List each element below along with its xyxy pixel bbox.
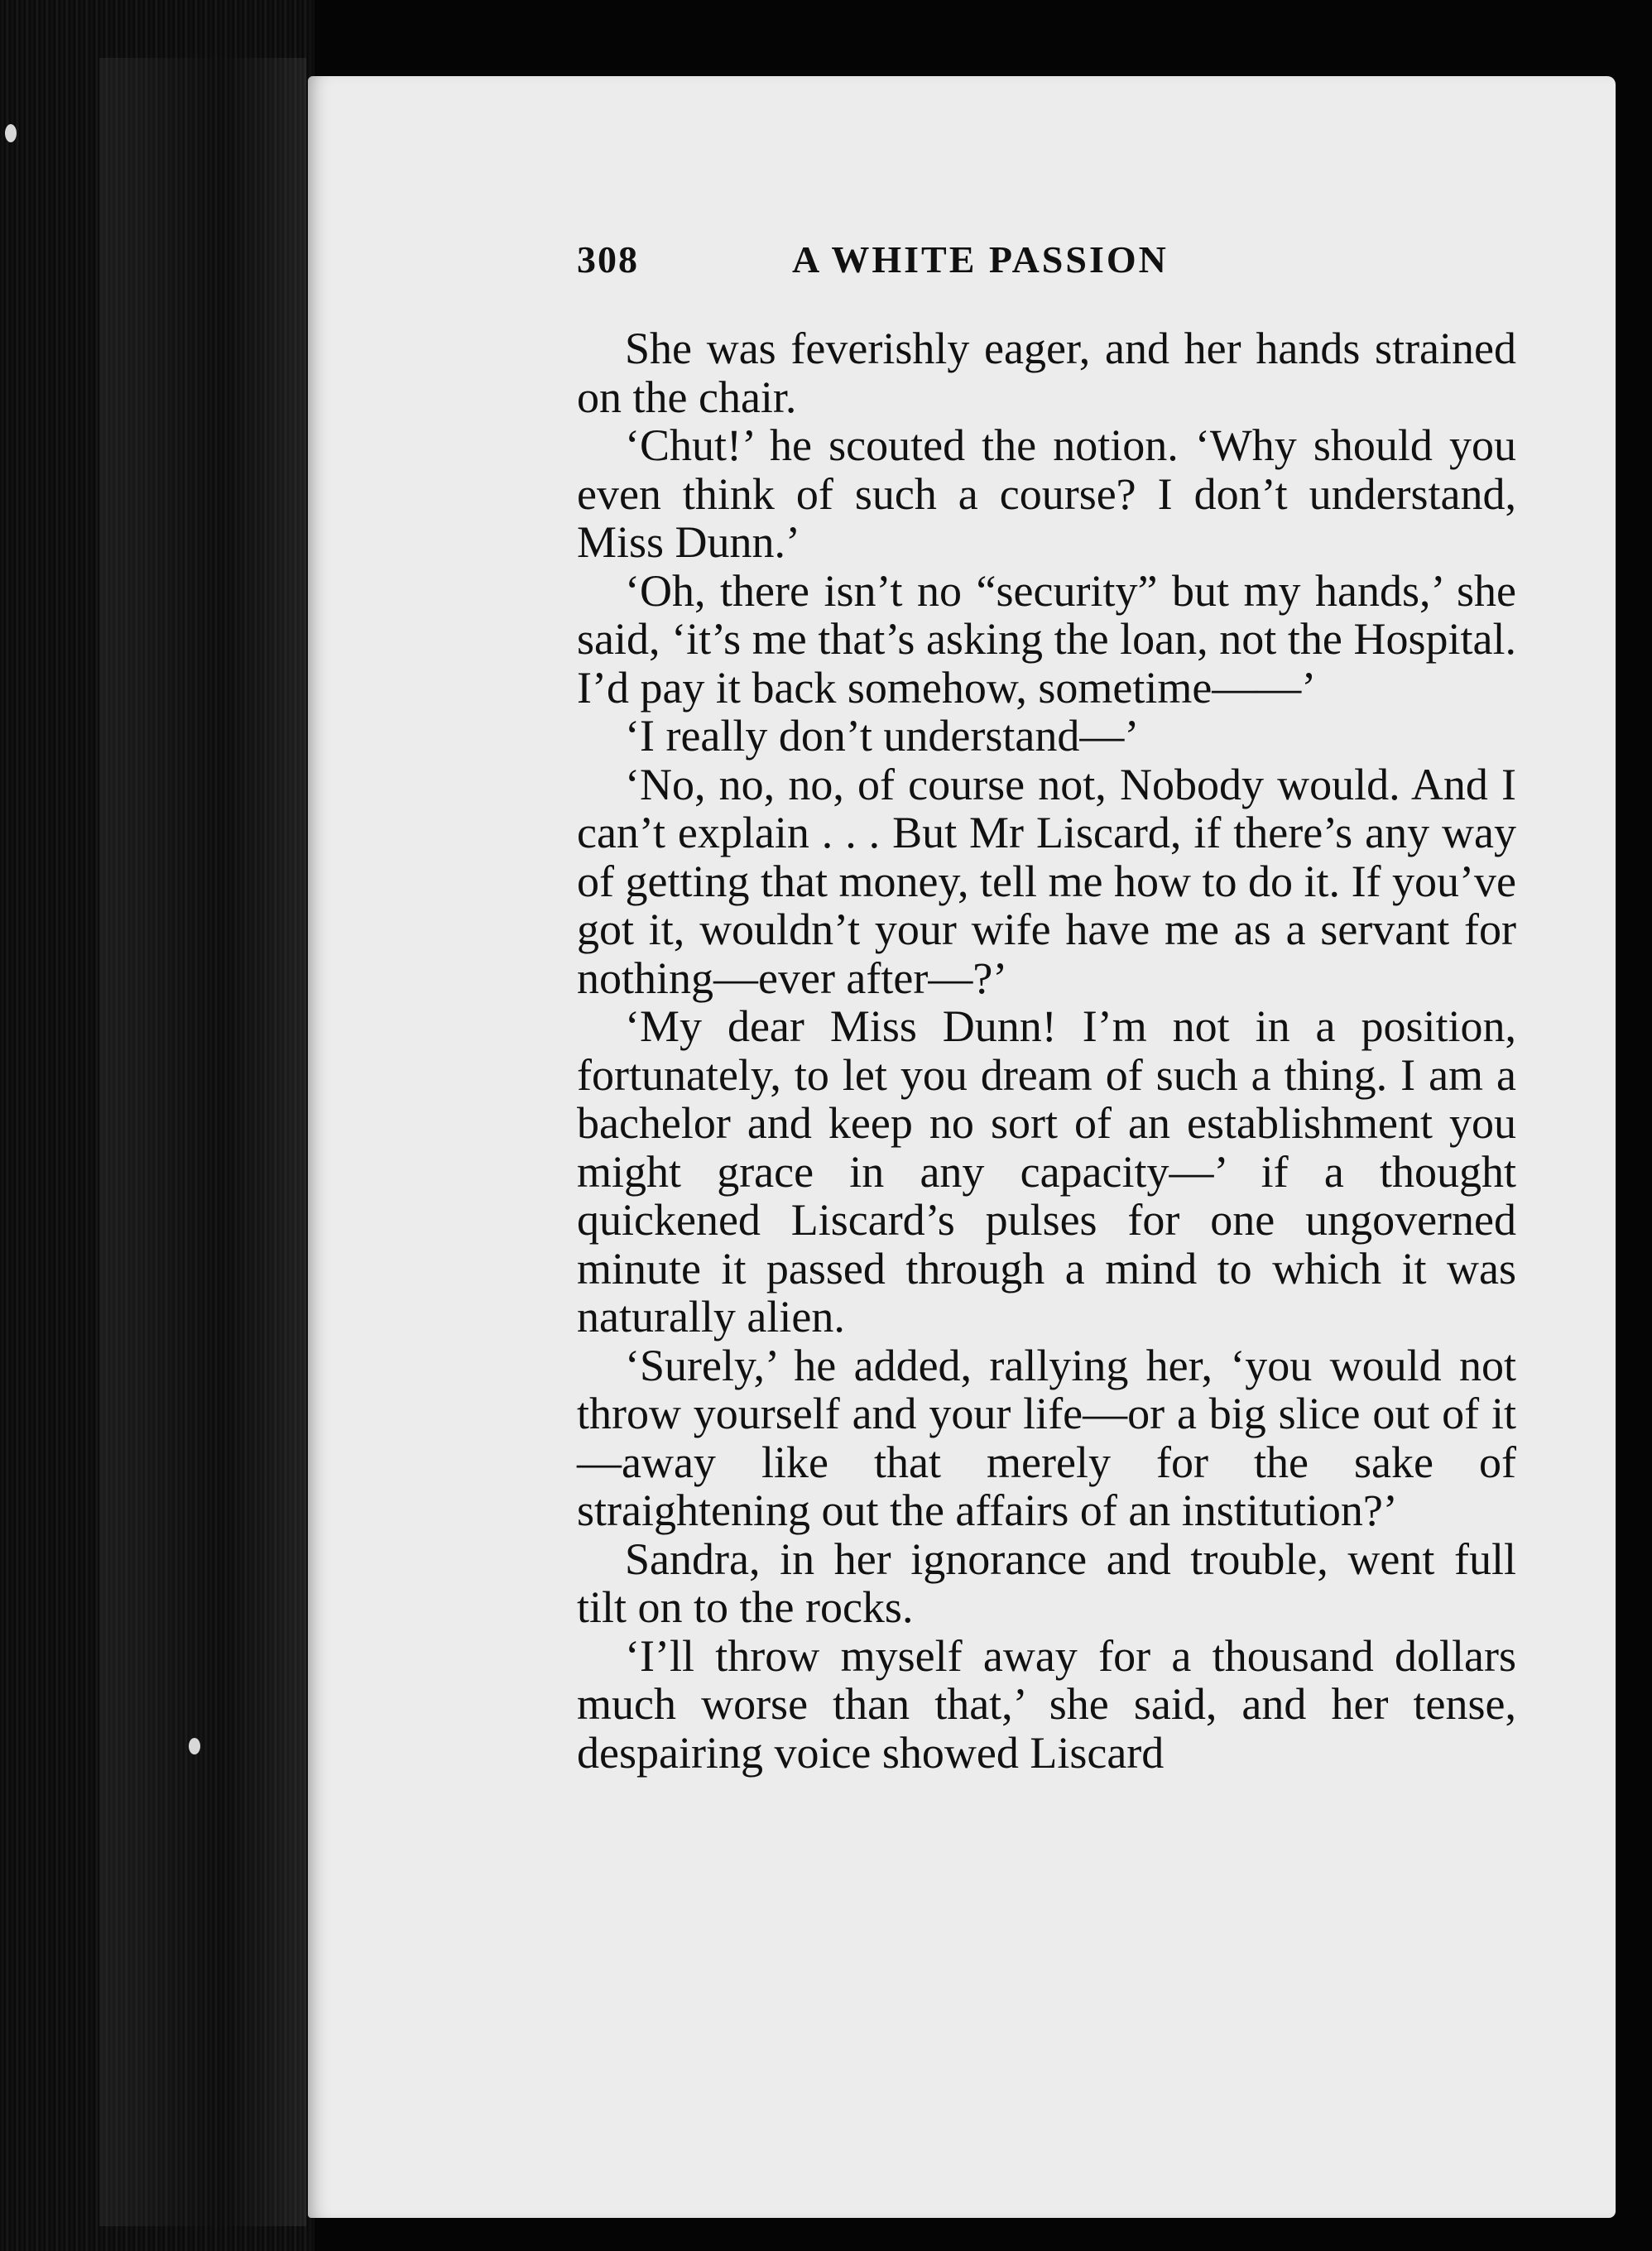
paragraph: She was feverishly eager, and her hands strained on the chair. <box>577 324 1516 422</box>
paragraph: ‘Chut!’ he scouted the notion. ‘Why should you even think of such a course? I don’t understand, Miss Dunn.’ <box>577 420 1516 567</box>
paragraph: ‘Surely,’ he added, rallying her, ‘you would not throw yourself and your life—or a big slice out of it—away like that merely for the sake of straightening out the affairs of an institution?’ <box>577 1340 1516 1535</box>
body-text <box>577 324 1516 1777</box>
page-number: 308 <box>577 238 639 281</box>
paragraph: ‘No, no, no, of course not, Nobody would. And I can’t explain . . . But Mr Liscard, if there’s any way of getting that money, tell me how to do it. If you’ve got it, wouldn’t your wife have me as a servant for nothing—ever after—?’ <box>577 759 1516 1003</box>
dust-speck <box>5 124 17 142</box>
paragraph: ‘I really don’t understand—’ <box>625 711 1140 761</box>
paragraph: ‘I’ll throw myself away for a thousand dollars much worse than that,’ she said, and her tense, despairing voice showed Liscard <box>577 1630 1516 1778</box>
paragraph: Sandra, in her ignorance and trouble, went full tilt on to the rocks. <box>577 1533 1516 1632</box>
dust-speck <box>189 1738 200 1754</box>
book-page <box>308 76 1616 2218</box>
page-header <box>577 238 1313 304</box>
paragraph: ‘My dear Miss Dunn! I’m not in a position, fortunately, to let you dream of such a thing. I am a bachelor and keep no sort of an establishment you might grace in any capacity—’ if a thought quickened Liscard’s pulses for one ungoverned minute it passed through a mind to which it was naturally alien. <box>577 1001 1516 1341</box>
page-edge-shadow <box>99 58 306 2226</box>
running-title: A WHITE PASSION <box>792 238 1169 281</box>
paragraph: ‘Oh, there isn’t no “security” but my hands,’ she said, ‘it’s me that’s asking the loan, not the Hospital. I’d pay it back somehow, sometime——’ <box>577 565 1516 713</box>
